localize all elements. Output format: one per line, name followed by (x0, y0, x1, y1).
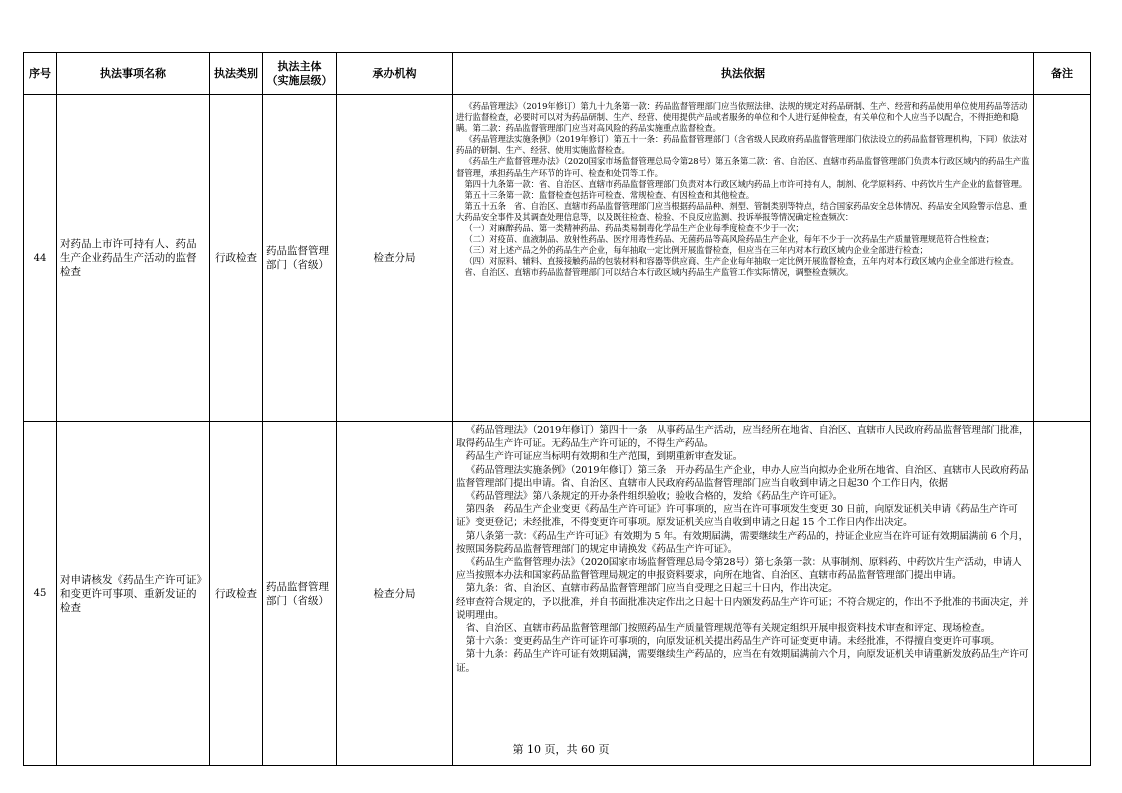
basis-paragraph: 《药品管理法》第八条规定的开办条件组织验收；验收合格的，发给《药品生产许可证》。 (465, 491, 843, 503)
header-basis: 执法依据 (453, 53, 1034, 95)
table-header-row (24, 53, 1091, 95)
basis-paragraph: 第四十九条第一款：省、自治区、直辖市药品监督管理部门负责对本行政区域内药品上市许可持有人，制剂、化学原料药、中药饮片生产企业的监督管理。 (464, 178, 1028, 189)
basis-paragraph: （四）对原料、辅料、直接接触药品的包装材料和容器等供应商、生产企业每年抽取一定比例开展监督检查，五年内对本行政区域内企业全部进行检查。 (464, 256, 1019, 267)
header-organ: 承办机构 (337, 53, 453, 95)
header-seq: 序号 (24, 53, 57, 95)
header-name: 执法事项名称 (57, 53, 210, 95)
basis-paragraph: 《药品管理法》（2019年修订）第四十一条 从事药品生产活动，应当经所在地省、自治区、直辖市人民政府药品监督管理部门批准，取得药品生产许可证。无药品生产许可证的，不得生产药品。 (456, 425, 1029, 450)
table-row (24, 95, 1091, 422)
row-basis (453, 422, 1034, 766)
table-row (24, 422, 1091, 766)
row-seq: 45 (24, 422, 57, 766)
row-remark (1034, 95, 1091, 422)
basis-paragraph: 省、自治区、直辖市药品监督管理部门可以结合本行政区域内药品生产监管工作实际情况，调整检查频次。 (464, 267, 854, 278)
row-organ: 检查分局 (337, 422, 453, 766)
row-category: 行政检查 (210, 422, 263, 766)
enforcement-table (23, 52, 1091, 766)
row-item-name: 对申请核发《药品生产许可证》和变更许可事项、重新发证的检查 (57, 422, 210, 766)
basis-paragraph: 第八条第一款：《药品生产许可证》有效期为 5 年。有效期届满，需要继续生产药品的，持证企业应当在许可证有效期届满前 6 个月，按照国务院药品监督管理部门的规定申请换发《药品生产许可证》。 (456, 530, 1029, 555)
basis-paragraph: 第十六条：变更药品生产许可证许可事项的，向原发证机关提出药品生产许可证变更申请。未经批准，不得擅自变更许可事项。 (465, 636, 1000, 648)
basis-paragraph: 《药品生产监督管理办法》（2020国家市场监督管理总局令第28号）第五条第二款：省、自治区、直辖市药品监督管理部门负责本行政区域内的药品生产监督管理，承担药品生产环节的许可、检查和处罚等工作。 (456, 156, 1030, 178)
basis-paragraph: （三）对上述产品之外的药品生产企业，每年抽取一定比例开展监督检查，但应当在三年内对本行政区域内企业全部进行检查； (464, 245, 928, 256)
basis-paragraph: 《药品生产监督管理办法》（2020国家市场监督管理总局令第28号）第七条第一款：从事制剂、原料药、中药饮片生产活动，申请人应当按照本办法和国家药品监督管理局规定的申报资料要求，向所在地省、自治区、直辖市药品监督管理部门提出申请。 (456, 557, 1022, 582)
basis-paragraph: （一）对麻醉药品、第一类精神药品、药品类易制毒化学品生产企业每季度检查不少于一次； (464, 223, 804, 234)
row-seq: 44 (24, 95, 57, 422)
header-category: 执法类别 (210, 53, 263, 95)
header-remark: 备注 (1034, 53, 1091, 95)
basis-paragraph: 第十九条：药品生产许可证有效期届满，需要继续生产药品的，应当在有效期届满前六个月，向原发证机关申请重新发放药品生产许可证。 (456, 649, 1029, 674)
row-basis (453, 95, 1034, 422)
header-subject: 执法主体 （实施层级） (263, 53, 337, 95)
page-footer: 第 10 页，共 60 页 (512, 743, 610, 756)
basis-paragraph: 第五十五条 省、自治区、直辖市药品监督管理部门应当根据药品品种、剂型、管制类别等特点，结合国家药品安全总体情况、药品安全风险警示信息、重大药品安全事件及其调查处理信息等，以及既往检查、检验、不良反应监测、投诉举报等情况确定检查频次： (456, 200, 1028, 222)
row-item-name: 对药品上市许可持有人、药品生产企业药品生产活动的监督检查 (57, 95, 210, 422)
basis-paragraph: 经审查符合规定的，予以批准，并自书面批准决定作出之日起十日内颁发药品生产许可证；不符合规定的，作出不予批准的书面决定，并说明理由。 (456, 596, 1029, 621)
basis-paragraph: 第五十三条第一款：监督检查包括许可检查、常规检查、有因检查和其他检查。 (464, 189, 755, 200)
basis-paragraph: 药品生产许可证应当标明有效期和生产范围，到期重新审查发证。 (465, 451, 743, 463)
row-remark (1034, 422, 1091, 766)
row-category: 行政检查 (210, 95, 263, 422)
basis-paragraph: 省、自治区、直辖市药品监督管理部门按照药品生产质量管理规范等有关规定组织开展申报资料技术审查和评定、现场检查。 (465, 623, 991, 635)
basis-paragraph: 《药品管理法》（2019年修订）第九十九条第一款：药品监督管理部门应当依照法律、法规的规定对药品研制、生产、经营和药品使用单位使用药品等活动进行监督检查，必要时可以对为药品研制、生产、经营、使用提供产品或者服务的单位和个人进行延伸检查，有关单位和个人应当予以配合，不得拒绝和隐瞒。第二款：药品监督管理部门应当对高风险的药品实施重点监督检查。 (456, 101, 1028, 134)
basis-paragraph: 《药品管理法实施条例》（2019年修订）第三条 开办药品生产企业，申办人应当向拟办企业所在地省、自治区、直辖市人民政府药品监督管理部门提出申请。省、自治区、直辖市人民政府药品监督管理部门应当自收到申请之日起30 个工作日内，依据 (456, 464, 1029, 489)
row-organ: 检查分局 (337, 95, 453, 422)
row-subject: 药品监督管理部门（省级） (263, 95, 337, 422)
row-subject: 药品监督管理部门（省级） (263, 422, 337, 766)
basis-paragraph: （二）对疫苗、血液制品、放射性药品、医疗用毒性药品、无菌药品等高风险药品生产企业，每年不少于一次药品生产质量管理规范符合性检查； (464, 234, 994, 245)
basis-paragraph: 第四条 药品生产企业变更《药品生产许可证》许可事项的，应当在许可事项发生变更 30 日前，向原发证机关申请《药品生产许可证》变更登记；未经批准，不得变更许可事项。原发证机关应当自收到申请之日起 15 个工作日内作出决定。 (456, 504, 1018, 529)
basis-paragraph: 《药品管理法实施条例》（2019年修订）第五十一条：药品监督管理部门（含省级人民政府药品监督管理部门依法设立的药品监督管理机构，下同）依法对药品的研制、生产、经营、使用实施监督检查。 (456, 134, 1028, 156)
basis-paragraph: 第九条：省、自治区、直辖市药品监督管理部门应当自受理之日起三十日内，作出决定。 (465, 583, 838, 595)
